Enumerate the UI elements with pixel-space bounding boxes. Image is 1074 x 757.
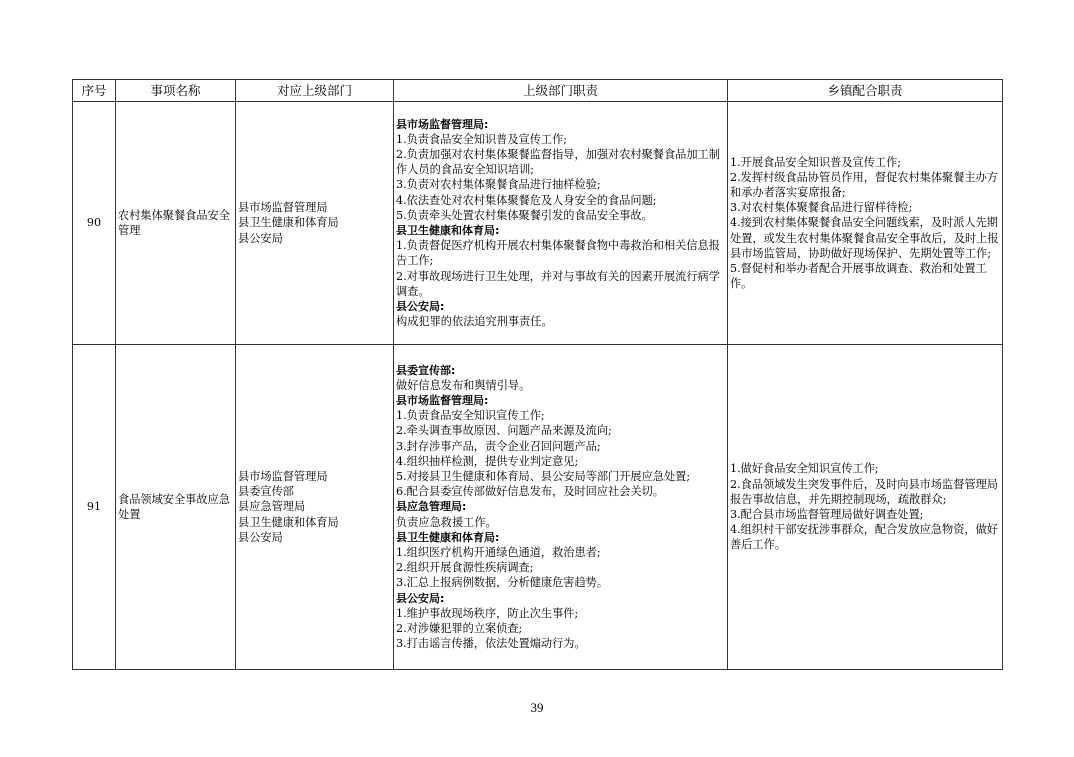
duty-heading: 县卫生健康和体育局:	[396, 224, 500, 237]
town-duty-line: 3.对农村集体聚餐食品进行留样待检;	[730, 201, 913, 215]
duty-line: 4.依法查处对农村集体聚餐危及人身安全的食品问题;	[396, 193, 657, 207]
department-line: 县卫生健康和体育局	[238, 515, 339, 529]
duty-line: 2.负责加强对农村集体聚餐监督指导，加强对农村聚餐食品加工制作人员的食品安全知识培训;	[396, 147, 720, 177]
department-line: 县卫生健康和体育局	[238, 216, 339, 230]
town-duty-line: 1.做好食品安全知识宣传工作;	[730, 462, 879, 476]
duty-line: 1.维护事故现场秩序，防止次生事件;	[396, 606, 579, 620]
duty-heading: 县应急管理局:	[396, 500, 467, 514]
table-header-row	[73, 80, 1003, 102]
header-town-duties: 乡镇配合职责	[728, 80, 1003, 102]
duty-line: 3.汇总上报病例数据，分析健康危害趋势。	[396, 576, 609, 590]
town-duty-line: 2.食品领域发生突发事件后，及时向县市场监督管理局报告事故信息，并先期控制现场，疏散群众;	[730, 477, 998, 506]
page-number: 39	[530, 700, 544, 715]
duty-heading: 县委宣传部:	[396, 363, 456, 377]
item-name: 食品领域安全事故应急处置	[116, 345, 236, 670]
duty-line: 3.封存涉事产品，责令企业召回问题产品;	[396, 439, 601, 453]
duty-heading: 县卫生健康和体育局:	[396, 530, 500, 544]
town-duty-line: 4.组织村干部安抚涉事群众，配合发放应急物资，做好善后工作。	[730, 523, 998, 552]
header-item-name: 事项名称	[116, 80, 236, 102]
duty-line: 4.组织抽样检测，提供专业判定意见;	[396, 454, 579, 468]
row-number: 91	[73, 345, 116, 670]
town-duty-line: 4.接到农村集体聚餐食品安全问题线索，及时派人先期处置，或发生农村集体聚餐食品安全事故后，及时上报县市场监管局，协助做好现场保护、先期处置等工作;	[730, 216, 999, 260]
duty-line: 1.组织医疗机构开通绿色通道，救治患者;	[396, 546, 601, 559]
department-line: 县市场监督管理局	[238, 469, 328, 483]
department-line: 县委宣传部	[238, 485, 294, 499]
town-duties	[728, 345, 1003, 670]
duty-heading: 县市场监督管理局:	[396, 117, 489, 131]
department-line: 县应急管理局	[238, 500, 306, 514]
duty-line: 做好信息发布和舆情引导。	[396, 378, 531, 392]
duty-line: 2.对涉嫌犯罪的立案侦查;	[396, 622, 523, 636]
department-line: 县公安局	[238, 530, 283, 544]
town-duty-line: 3.配合县市场监督管理局做好调查处置;	[730, 508, 924, 521]
table-row	[73, 345, 1003, 670]
superior-duties	[394, 345, 728, 670]
row-number: 90	[73, 102, 116, 345]
duty-heading: 县市场监督管理局:	[396, 393, 489, 407]
duty-line: 构成犯罪的依法追究刑事责任。	[396, 315, 553, 329]
superior-departments	[236, 345, 394, 670]
duty-line: 6.配合县委宣传部做好信息发布，及时回应社会关切。	[396, 485, 664, 499]
duty-heading: 县公安局:	[396, 300, 445, 314]
duty-line: 5.负责牵头处置农村集体聚餐引发的食品安全事故。	[396, 208, 653, 222]
duty-line: 2.牵头调查事故原因、问题产品来源及流向;	[396, 424, 612, 438]
department-line: 县市场监督管理局	[238, 201, 328, 215]
table-row	[73, 102, 1003, 345]
town-duty-line: 2.发挥村级食品协管员作用，督促农村集体聚餐主办方和承办者落实宴席报备;	[730, 170, 998, 199]
town-duty-line: 1.开展食品安全知识普及宣传工作;	[730, 155, 902, 169]
responsibility-table	[72, 79, 1003, 670]
duty-line: 5.对接县卫生健康和体育局、县公安局等部门开展应急处置;	[396, 469, 691, 483]
duty-line: 3.打击谣言传播，依法处置煽动行为。	[396, 637, 586, 651]
town-duty-line: 5.督促村和举办者配合开展事故调查、救治和处置工作。	[730, 262, 987, 291]
header-superior-duties: 上级部门职责	[394, 80, 728, 102]
duty-line: 1.负责食品安全知识普及宣传工作;	[396, 132, 568, 146]
header-serial: 序号	[73, 80, 116, 102]
superior-departments	[236, 102, 394, 345]
duty-line: 2.组织开展食源性疾病调查;	[396, 561, 534, 575]
duty-line: 负责应急救援工作。	[396, 515, 497, 529]
duty-heading: 县公安局:	[396, 591, 445, 605]
duty-line: 3.负责对农村集体聚餐食品进行抽样检验;	[396, 178, 601, 192]
town-duties	[728, 102, 1003, 345]
header-superior-department: 对应上级部门	[236, 80, 394, 102]
item-name: 农村集体聚餐食品安全管理	[116, 102, 236, 345]
department-line: 县公安局	[238, 231, 283, 245]
superior-duties	[394, 102, 728, 345]
duty-line: 1.负责食品安全知识宣传工作;	[396, 409, 545, 423]
duty-line: 1.负责督促医疗机构开展农村集体聚餐食物中毒救治和相关信息报告工作;	[396, 239, 720, 268]
duty-line: 2.对事故现场进行卫生处理，并对与事故有关的因素开展流行病学调查。	[396, 269, 720, 298]
